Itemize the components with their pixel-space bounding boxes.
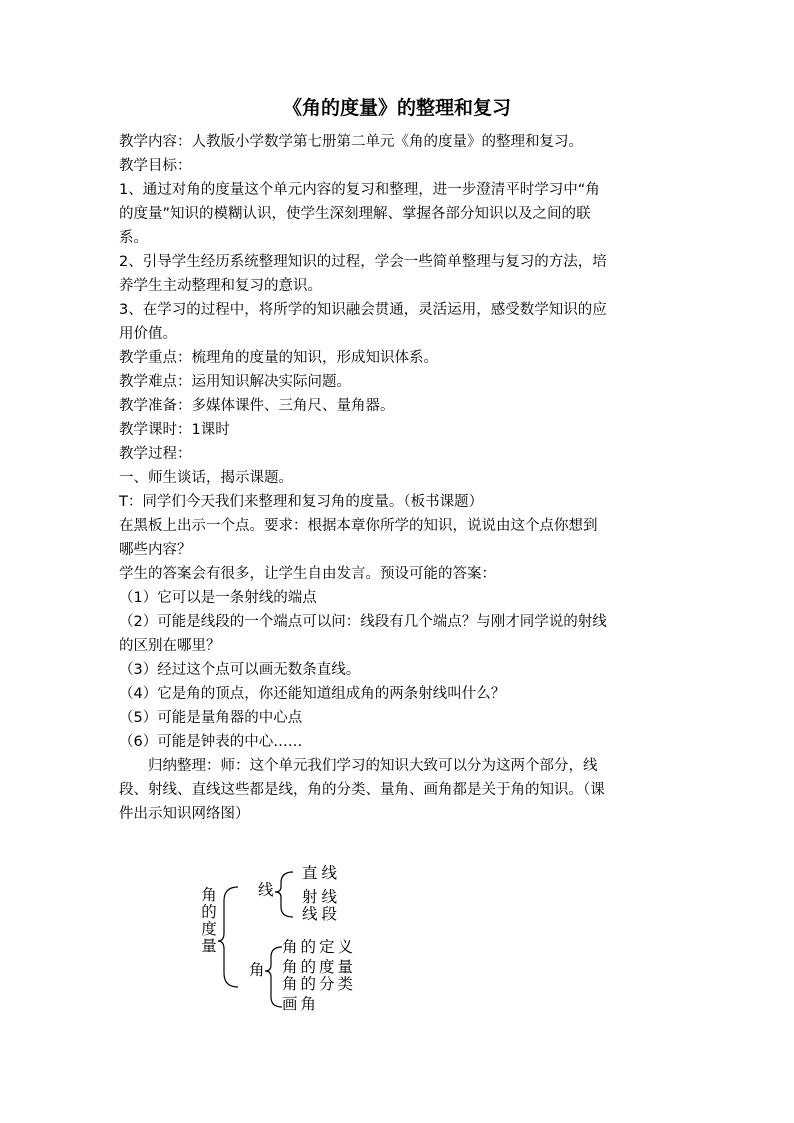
paragraph-answer-1: （1）它可以是一条射线的端点	[119, 590, 317, 606]
root-char-1: 角	[201, 886, 217, 904]
paragraph-answers-intro: 学生的答案会有很多，让学生自由发言。预设可能的答案：	[119, 566, 496, 582]
root-char-4: 量	[201, 937, 217, 955]
line-brace	[275, 872, 293, 917]
line-item-straight: 直线	[302, 864, 342, 882]
root-brace	[218, 887, 238, 987]
paragraph-objective-2: 2、引导学生经历系统整理知识的过程，学会一些简单整理与复习的方法，培养学生主动整理和复习的意识。	[119, 254, 607, 294]
paragraph-answer-6: （6）可能是钟表的中心……	[119, 734, 303, 750]
angle-brace	[265, 947, 282, 1007]
paragraph-answer-4: （4）它是角的顶点，你还能知道组成角的两条射线叫什么？	[119, 686, 506, 702]
paragraph-answer-5: （5）可能是量角器的中心点	[119, 710, 303, 726]
root-char-2: 的	[201, 903, 217, 921]
knowledge-network-diagram	[190, 855, 410, 1025]
paragraph-objective-1: 1、通过对角的度量这个单元内容的复习和整理，进一步澄清平时学习中“角的度量”知识的模糊认识，使学生深刻理解、掌握各部分知识以及之间的联系。	[119, 182, 600, 246]
line-item-segment: 线段	[302, 905, 342, 923]
paragraph-duration: 教学课时：1课时	[119, 422, 230, 438]
root-char-3: 度	[201, 920, 217, 938]
paragraph-objectives-heading: 教学目标：	[119, 158, 192, 174]
paragraph-preparation: 教学准备：多媒体课件、三角尺、量角器。	[119, 398, 395, 414]
paragraph-answer-2: （2）可能是线段的一个端点可以问：线段有几个端点？与刚才同学说的射线的区别在哪里？	[119, 614, 607, 654]
paragraph-task: 在黑板上出示一个点。要求：根据本章你所学的知识，说说由这个点你想到哪些内容？	[119, 518, 598, 558]
paragraph-objective-3: 3、在学习的过程中，将所学的知识融会贯通，灵活运用，感受数学知识的应用价值。	[119, 302, 607, 342]
angle-item-draw: 画角	[282, 995, 320, 1013]
paragraph-summary: 归纳整理：师：这个单元我们学习的知识大致可以分为这两个部分，线段、射线、直线这些都是线，角的分类、量角、画角都是关于角的知识。（课件出示知识网络图）	[119, 758, 605, 822]
branch-angle-label: 角	[249, 961, 265, 979]
paragraph-process-heading: 教学过程：	[119, 446, 192, 462]
paragraph-difficulty: 教学难点：运用知识解决实际问题。	[119, 374, 351, 390]
angle-item-classification: 角的分类	[282, 975, 357, 993]
line-item-ray: 射线	[302, 888, 342, 906]
paragraph-key-point: 教学重点：梳理角的度量的知识，形成知识体系。	[119, 350, 438, 366]
angle-item-measure: 角的度量	[282, 958, 357, 976]
angle-item-definition: 角的定义	[282, 938, 357, 956]
paragraph-section-1: 一、师生谈话，揭示课题。	[119, 470, 293, 486]
paragraph-content: 教学内容：人教版小学数学第七册第二单元《角的度量》的整理和复习。	[119, 134, 583, 150]
paragraph-teacher: T：同学们今天我们来整理和复习角的度量。（板书课题）	[119, 494, 484, 510]
document-title: 《角的度量》的整理和复习	[282, 97, 511, 119]
root-label-vertical	[200, 887, 218, 955]
branch-line-label: 线	[258, 881, 274, 899]
paragraph-answer-3: （3）经过这个点可以画无数条直线。	[119, 662, 361, 678]
document-body	[119, 130, 609, 826]
